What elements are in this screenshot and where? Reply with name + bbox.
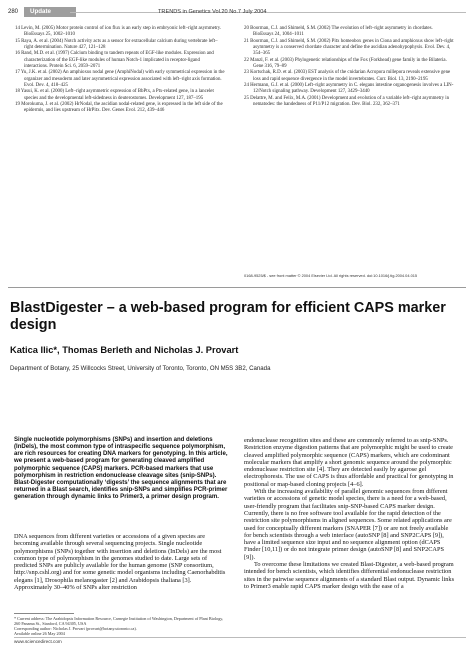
reference-item: 25 Delattre, M. and Felix, M.A. (2001) Development and evolution of a variable left–right asymmetry in nematodes: the handedness of P11/P12 migration. Dev. Biol. 232, 362–371 — [244, 95, 450, 108]
body-paragraph: To overcome these limitations we created Blast-Digester, a web-based program intended for bench scientists, which identifies differential endonuclease restriction sites in the pairwise sequence alignments of a standard Blast output. Dynamic links to Primer3 enable rapid CAPS marker design with the ease of a — [244, 561, 455, 590]
reference-item: 16 Rand, M.D. et al. (1997) Calcium binding to tandem repeats of EGF-like modules. Expression and characterization of the EGF-like modules of human Notch-1 implicated in receptor-ligand interactions. Protein Sci. 6, 2059–2071 — [15, 51, 214, 70]
reference-list-left — [15, 26, 225, 115]
footer-rule — [14, 637, 466, 638]
reference-item: 24 Hermann, G.J. et al. (2000) Left–right asymmetry in C. elegans intestine organogenesis involves a LIN-12/Notch signaling pathway. Development 127, 3429–3440 — [244, 83, 454, 95]
footnotes — [14, 616, 228, 636]
footnote-available-online: Available online 26 May 2004 — [14, 631, 65, 637]
reference-item: 18 Yasui, K. et al. (2000) Left–right asymmetric expression of BbPtx, a Ptx-related gene, in a lancelet species and the developmental left-sidedness in deuterostomes. Development 127, 187–195 — [15, 89, 214, 101]
reference-item: 20 Boorman, C.J. and Shimeld, S.M. (2002) The evolution of left–right asymmetry in chordates. BioEssays 24, 1004–1011 — [244, 26, 433, 38]
reference-item: 17 Yu, J.K. et al. (2002) An amphioxus nodal gene (AmphiNodal) with early symmetrical expression in the organizer and mesoderm and later asymmetrical expression associated with left–right axis formation. Evol. Dev. 4, 418–425 — [15, 70, 225, 89]
body-paragraph: With the increasing availability of parallel genomic sequences from different varieties or accessions of genetic model species, there is a need for a web-based, user-friendly program that facilitates snip-SNP-based CAPS marker design. Currently, there is no free software tool available for the rapid detection of the restriction site polymorphisms in aligned sequences. Some related applications are used for conceptually different markers (SNAPER [7]) or are not freely available for bench scientists through a web interface (autoSNP [8] and SNP2CAPS [9]), have a limited sequence size input and no sequence alignment option (dCAPS Finder [10,11]) or do not integrate primer design (autoSNP [8] and SNP2CAPS [9]). — [244, 488, 452, 561]
footer-url: www.sciencedirect.com — [14, 639, 62, 644]
body-text-right — [244, 437, 456, 590]
reference-item: 19 Morokuma, J. et al. (2002) HrNodal, the ascidian nodal-related gene, is expressed in the left side of the epidermis, and lies upstream of HrPitx. Dev. Genes Evol. 212, 439–446 — [15, 102, 223, 114]
reference-item: 14 Levin, M. (2005) Motor protein control of ion flux is an early step in embryonic left–right asymmetry. BioEssays 25, 1002–1010 — [15, 26, 222, 38]
section-tag: Update — [24, 7, 76, 17]
reference-item: 15 Raya, A. et al. (2004) Notch activity acts as a sensor for extracellular calcium during vertebrate left–right determination. Nature 427, 121–128 — [15, 38, 218, 51]
header-rule — [70, 12, 466, 13]
footnote-current-address: * Current address: The Arabidopsis Information Resource, Carnegie Institution of Washington, Department of Plant Biology, 260 Panama St., Stanford, CA 94305, USA — [14, 616, 224, 627]
journal-citation: TRENDS in Genetics Vol.20 No.7 July 2004 — [158, 9, 267, 15]
body-text-left: DNA sequences from different varieties or accessions of a given species are becoming available through several sequencing projects. Single nucleotide polymorphisms (SNPs) together with insertion and deletions (InDels) are the most common type of polymorphism in the genomes studied to date. Large sets of predicted SNPs are publicly available for the human genome (SNP consortium, http://snp.cshl.org) and for some genetic model organisms including Caenorhabditis elegans [1], Drosophila melanogaster [2] and Arabidopsis thaliana [3]. Approximately 30–40% of SNPs alter restriction — [14, 533, 226, 592]
article-title: BlastDigester – a web-based program for efficient CAPS marker design — [10, 300, 446, 333]
reference-item: 22 Manzl, F. et al. (2003) Phylogenetic relationships of the Fox (Forkhead) gene family in the Bilateria. Gene 316, 79–89 — [244, 57, 447, 70]
reference-item: 23 Kortschak, R.D. et al. (2003) EST analysis of the cnidarian Acropora millepora reveals extensive gene loss and rapid sequence divergence in the model invertebrates. Curr. Biol. 13, 2190–2195 — [244, 70, 451, 82]
reference-list-right — [244, 26, 454, 108]
body-paragraph: endonuclease recognition sites and these are commonly referred to as snip-SNPs. Restriction enzyme digestion patterns that are polymorphic might be used to create cleaved amplified polymorphic sequence (CAPS) markers, which are codominant molecular markers that amplify a short genomic sequence around the polymorphic endonuclease restriction site [4]. They are detected easily by agarose gel electrophoresis. The use of CAPS is thus affordable and practical for genotyping in positional or map-based cloning projects [4–6]. — [244, 437, 454, 488]
author-affiliation: Department of Botany, 25 Willcocks Street, University of Toronto, Toronto, ON M5S 3B2, Canada — [10, 365, 271, 372]
reference-item: 21 Boorman, C.J. and Shimeld, S.M. (2002) Pitx homeobox genes in Ciona and amphioxus show left–right asymmetry is a conserved chordate character and define the ascidian adenohypophysis. Evol. Dev. 4, 354–365 — [244, 38, 454, 57]
footnote-corresponding-author: Corresponding author: Nicholas J. Provart (provart@botany.utoronto.ca). — [14, 626, 137, 632]
article-abstract: Single nucleotide polymorphisms (SNPs) and insertion and deletions (InDels), the most common type of intraspecific sequence polymorphism, are rich resources for creating DNA markers for genotyping. In this article, we present a web-based program for generating cleaved amplified polymorphic sequence (CAPS) markers. PCR-based markers that use polymorphism in restriction endonuclease cleavage sites (snip-SNPs). Blast-Digester computationally ‘digests’ the sequence alignments that are returned in a Blast search, identifies snip-SNPs and simplifies PCR-primer generation through dynamic links to Primer3, a primer design program. — [14, 437, 228, 501]
doi-note: 0168-9525/$ - see front matter © 2004 Elsevier Ltd. All rights reserved. doi:10.1016/j.tig.2004.04.015 — [244, 273, 418, 278]
page-number: 280 — [8, 9, 19, 15]
article-authors: Katica Ilic*, Thomas Berleth and Nicholas J. Provart — [10, 345, 239, 355]
section-divider — [8, 287, 466, 288]
footnote-rule — [14, 613, 74, 614]
running-header — [8, 6, 466, 18]
